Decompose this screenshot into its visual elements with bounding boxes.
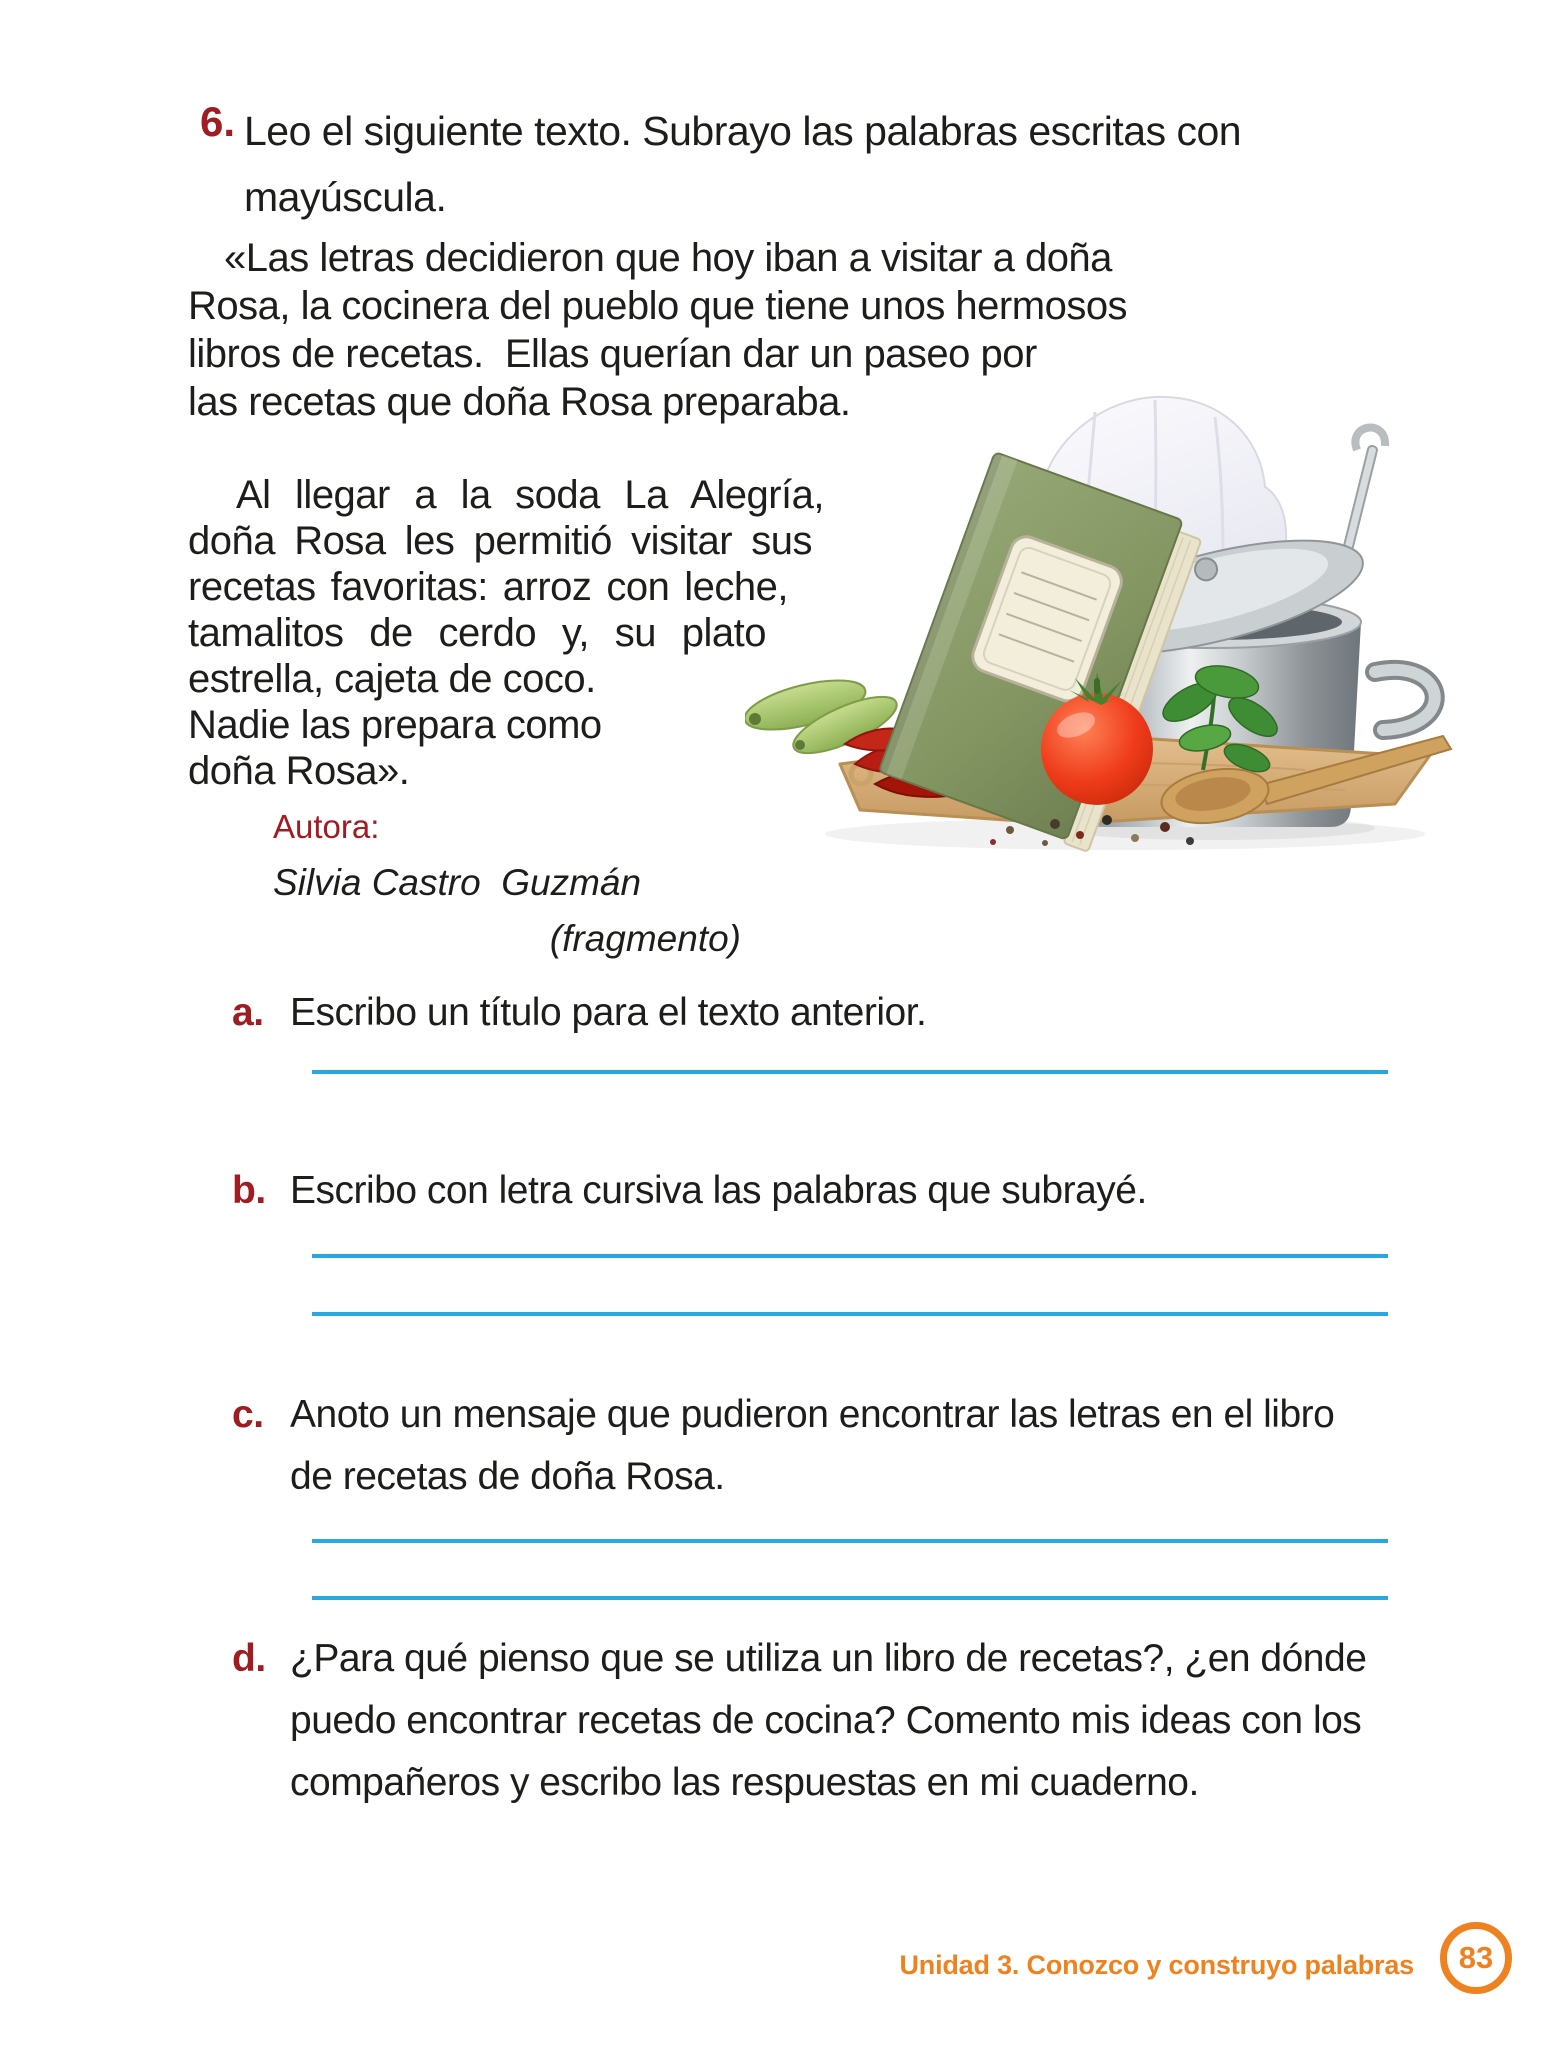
answer-line[interactable] [312,1539,1388,1543]
question-text: Escribo con letra cursiva las palabras que subrayé. [290,1169,1147,1212]
question-text: Anoto un mensaje que pudieron encontrar las letras en el libro [290,1393,1335,1436]
exercise-number: 6. [200,98,236,145]
passage-line: «Las letras decidieron que hoy iban a visitar a doña [224,236,1112,280]
answer-line[interactable] [312,1596,1388,1600]
question-text: puedo encontrar recetas de cocina? Comento mis ideas con los [290,1699,1362,1742]
passage-line: recetas favoritas: arroz con leche, [188,565,788,609]
passage-line: doña Rosa les permitió visitar sus [188,519,812,563]
passage-line: las recetas que doña Rosa preparaba. [188,380,851,424]
question-text: compañeros y escribo las respuestas en mi cuaderno. [290,1761,1199,1804]
question-a [232,982,926,1044]
author-name: Silvia Castro Guzmán [273,862,642,903]
fragment-note: (fragmento) [549,918,741,959]
passage-paragraph-2 [188,472,824,794]
answer-line[interactable] [312,1254,1388,1258]
page-number-badge [1440,1922,1512,1994]
footer-unit-label: Unidad 3. Conozco y construyo palabras [899,1950,1414,1980]
question-text: ¿Para qué pienso que se utiliza un libro de recetas?, ¿en dónde [290,1637,1367,1680]
answer-line[interactable] [312,1312,1388,1316]
question-letter: d. [232,1637,266,1680]
passage-line: Nadie las prepara como [188,703,602,747]
question-d [232,1628,1366,1814]
answer-line[interactable] [312,1070,1388,1074]
question-c [232,1384,1334,1508]
exercise-heading [200,98,1241,230]
author-credit [273,798,741,967]
question-letter: a. [232,991,264,1034]
question-text: Escribo un título para el texto anterior. [290,991,927,1034]
passage-line: doña Rosa». [188,749,410,793]
passage-line: Rosa, la cocinera del pueblo que tiene unos hermosos [188,284,1128,328]
passage-line: Al llegar a la soda La Alegría, [236,473,824,517]
passage-line: estrella, cajeta de coco. [188,657,596,701]
question-letter: c. [232,1393,264,1436]
author-label: Autora: [273,808,380,845]
page-number: 83 [1458,1940,1494,1975]
exercise-prompt [244,98,1241,230]
question-letter: b. [232,1169,266,1212]
passage-line: tamalitos de cerdo y, su plato [188,611,766,655]
exercise-prompt-line: Leo el siguiente texto. Subrayo las palabras escritas con [244,108,1242,154]
passage-line: libros de recetas. Ellas querían dar un paseo por [188,332,1037,376]
cooking-illustration [745,372,1465,872]
pot-side-handle [1375,670,1435,730]
question-b [232,1160,1147,1222]
exercise-prompt-line: mayúscula. [244,174,447,220]
question-text: de recetas de doña Rosa. [290,1455,725,1498]
